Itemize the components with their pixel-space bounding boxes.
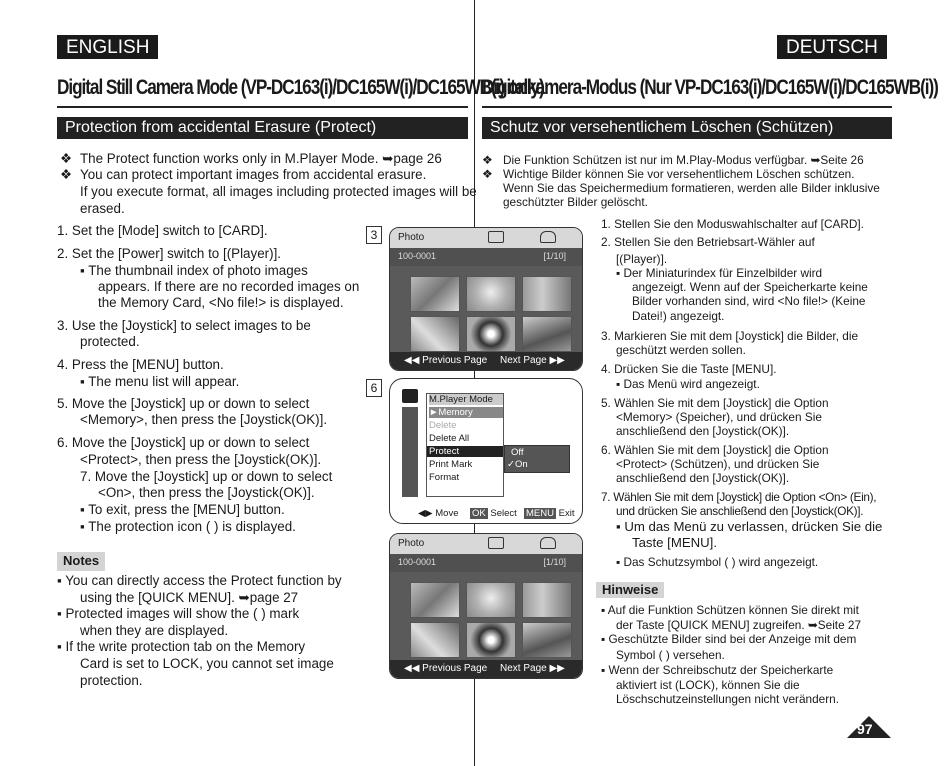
step-6-marker: 6 xyxy=(366,379,382,397)
de-step-4: 4. Drücken Sie die Taste [MENU]. xyxy=(601,362,777,376)
de-step-5: 5. Wählen Sie mit dem [Joystick] die Option xyxy=(601,396,829,410)
previous-page-button[interactable]: ◀◀ Previous Page xyxy=(404,663,488,674)
thumbnail-grid xyxy=(390,572,583,662)
menu-icon-strip xyxy=(402,407,418,497)
menu-item-print-mark[interactable]: Print Mark xyxy=(429,459,473,470)
submenu-on[interactable]: ✓On xyxy=(507,459,528,470)
de-step-5-c: anschließend den [Joystick(OK)]. xyxy=(616,424,790,438)
page-number: 97 xyxy=(857,721,873,737)
en-step-2: 2. Set the [Power] switch to [(Player)]. xyxy=(57,246,282,261)
de-bullet-1: Die Funktion Schützen ist nur im M.Play-Modus verfügbar. ➥Seite 26 xyxy=(503,153,864,167)
en-note-3-b: Card is set to LOCK, you cannot set image xyxy=(80,656,334,671)
en-step-7: 7. Move the [Joystick] up or down to select xyxy=(80,469,333,484)
diamond-icon: ❖ xyxy=(60,167,73,182)
move-hint: ◀▶ Move xyxy=(418,508,459,519)
deutsch-label: DEUTSCH xyxy=(777,35,887,59)
en-bullet-1: The Protect function works only in M.Player Mode. ➥page 26 xyxy=(80,151,442,166)
next-page-button[interactable]: Next Page ▶▶ xyxy=(500,663,565,674)
photo-label: Photo xyxy=(398,538,425,549)
en-step-5: 5. Move the [Joystick] up or down to select xyxy=(57,396,310,411)
image-count: [1/10] xyxy=(543,251,566,261)
photo-label: Photo xyxy=(398,232,425,243)
de-bullet-2b: Wenn Sie das Speichermedium formatieren, werden alle Bilder inklusive xyxy=(503,181,880,195)
thumbnail-image[interactable] xyxy=(466,582,516,618)
thumbnail-image[interactable] xyxy=(466,622,516,658)
image-count: [1/10] xyxy=(543,557,566,567)
de-step-3-b: geschützt werden sollen. xyxy=(616,343,746,357)
protect-submenu xyxy=(504,445,570,473)
menu-item-delete[interactable]: Delete xyxy=(429,420,457,431)
de-step-exit-b: Taste [MENU]. xyxy=(632,535,718,550)
card-icon xyxy=(540,231,556,243)
de-step-7: 7. Wählen Sie mit dem [Joystick] die Option <On> (Ein), xyxy=(601,490,877,504)
de-step-4-note: ▪ Das Menü wird angezeigt. xyxy=(616,377,760,391)
diamond-icon: ❖ xyxy=(482,153,493,167)
en-step-7-b: <On>, then press the [Joystick(OK)]. xyxy=(98,485,315,500)
thumbnail-screen-1 xyxy=(389,227,583,371)
screen-info-bar xyxy=(390,554,582,572)
thumbnail-image[interactable] xyxy=(522,582,572,618)
menu-list xyxy=(426,393,504,497)
thumbnail-image[interactable] xyxy=(522,622,572,658)
de-note-2-b: Symbol ( ) versehen. xyxy=(616,648,725,662)
en-note-3: ▪ If the write protection tab on the Memory xyxy=(57,639,306,654)
screen-header xyxy=(390,534,582,554)
screen-header xyxy=(390,228,582,248)
de-step-2-note-c: Bilder vorhanden sind, wird <No file!> (Keine xyxy=(632,294,866,308)
en-notes-label: Notes xyxy=(57,552,105,571)
exit-hint: MENU Exit xyxy=(526,508,575,519)
en-step-2-note-b: appears. If there are no recorded images on xyxy=(98,279,360,294)
screen-info-bar xyxy=(390,248,582,266)
camera-icon xyxy=(488,537,504,549)
de-note-2: ▪ Geschützte Bilder sind bei der Anzeige mit dem xyxy=(601,632,857,646)
camera-icon xyxy=(488,231,504,243)
en-step-2-note-c: the Memory Card, <No file!> is displayed. xyxy=(98,295,344,310)
thumbnail-image[interactable] xyxy=(522,316,572,352)
de-step-2: 2. Stellen Sie den Betriebsart-Wähler auf xyxy=(601,235,815,249)
thumbnail-image[interactable] xyxy=(466,316,516,352)
de-step-2-note-b: angezeigt. Wenn auf der Speicherkarte keine xyxy=(632,280,868,294)
de-step-exit: ▪ Um das Menü zu verlassen, drücken Sie die xyxy=(616,519,883,534)
diamond-icon: ❖ xyxy=(60,151,73,166)
de-note-3-b: aktiviert ist (LOCK), können Sie die xyxy=(616,678,800,692)
folder-number: 100-0001 xyxy=(398,557,437,567)
en-step-exit: ▪ To exit, press the [MENU] button. xyxy=(80,502,285,517)
menu-item-format[interactable]: Format xyxy=(429,472,460,483)
de-step-5-b: <Memory> (Speicher), und drücken Sie xyxy=(616,410,822,424)
thumbnail-image[interactable] xyxy=(466,276,516,312)
en-step-3-b: protected. xyxy=(80,334,140,349)
menu-item-delete-all[interactable]: Delete All xyxy=(429,433,470,444)
de-step-icon-note: ▪ Das Schutzsymbol ( ) wird angezeigt. xyxy=(616,555,819,569)
de-title: Digitalkamera-Modus (Nur VP-DC163(i)/DC165W(i)/DC165WB(i)) xyxy=(482,76,938,99)
thumbnail-image[interactable] xyxy=(410,582,460,618)
en-step-1: 1. Set the [Mode] switch to [CARD]. xyxy=(57,223,268,238)
card-icon xyxy=(540,537,556,549)
de-step-3: 3. Markieren Sie mit dem [Joystick] die Bilder, die xyxy=(601,329,859,343)
previous-page-button[interactable]: ◀◀ Previous Page xyxy=(404,355,488,366)
thumbnail-grid xyxy=(390,266,583,354)
de-step-6-c: anschließend den [Joystick(OK)]. xyxy=(616,471,790,485)
menu-item-memory[interactable]: ►Memory xyxy=(429,407,503,418)
en-step-4: 4. Press the [MENU] button. xyxy=(57,357,224,372)
de-note-3: ▪ Wenn der Schreibschutz der Speicherkarte xyxy=(601,663,834,677)
de-step-6: 6. Wählen Sie mit dem [Joystick] die Option xyxy=(601,443,829,457)
de-note-3-c: Löschschutzeinstellungen nicht verändern. xyxy=(616,692,839,706)
en-bullet-2c: erased. xyxy=(80,201,125,216)
de-step-2-b: [(Player)]. xyxy=(616,252,668,266)
en-step-3: 3. Use the [Joystick] to select images to be xyxy=(57,318,311,333)
en-step-4-note: ▪ The menu list will appear. xyxy=(80,374,240,389)
en-title-rule xyxy=(57,106,468,108)
de-step-7-b: und drücken Sie anschließend den [Joystick(OK)]. xyxy=(616,504,864,518)
en-note-1-b: using the [QUICK MENU]. ➥page 27 xyxy=(80,590,299,605)
en-note-1: ▪ You can directly access the Protect function by xyxy=(57,573,342,588)
en-title: Digital Still Camera Mode (VP-DC163(i)/DC165W(i)/DC165WB(i) only) xyxy=(57,76,544,99)
player-mode-icon xyxy=(402,389,418,403)
diamond-icon: ❖ xyxy=(482,167,493,181)
en-step-6-b: <Protect>, then press the [Joystick(OK)]. xyxy=(80,452,322,467)
thumbnail-image[interactable] xyxy=(410,276,460,312)
de-bullet-2c: geschützter Bilder gelöscht. xyxy=(503,195,648,209)
en-note-2-b: when they are displayed. xyxy=(80,623,229,638)
thumbnail-screen-2 xyxy=(389,533,583,679)
en-step-5-b: <Memory>, then press the [Joystick(OK)]. xyxy=(80,412,328,427)
menu-title: M.Player Mode xyxy=(429,394,503,405)
en-step-icon-note: ▪ The protection icon ( ) is displayed. xyxy=(80,519,296,534)
de-bullet-2: Wichtige Bilder können Sie vor versehentlichem Löschen schützen. xyxy=(503,167,855,181)
screen-footer xyxy=(390,660,582,678)
english-label: ENGLISH xyxy=(57,35,158,59)
thumbnail-image[interactable] xyxy=(410,622,460,658)
thumbnail-image[interactable] xyxy=(522,276,572,312)
de-step-6-b: <Protect> (Schützen), und drücken Sie xyxy=(616,457,820,471)
en-step-6: 6. Move the [Joystick] up or down to select xyxy=(57,435,310,450)
menu-item-protect[interactable]: Protect xyxy=(427,446,503,457)
de-note-1: ▪ Auf die Funktion Schützen können Sie direkt mit xyxy=(601,603,859,617)
next-page-button[interactable]: Next Page ▶▶ xyxy=(500,355,565,366)
en-bullet-2b: If you execute format, all images including protected images will be xyxy=(80,184,477,199)
select-hint: OK Select xyxy=(472,508,517,519)
de-title-rule xyxy=(482,106,892,108)
de-step-2-note-d: Datei!) angezeigt. xyxy=(632,309,725,323)
screen-footer xyxy=(390,352,582,370)
submenu-off[interactable]: Off xyxy=(511,447,524,458)
menu-screen xyxy=(389,378,583,524)
en-step-2-note: ▪ The thumbnail index of photo images xyxy=(80,263,308,278)
menu-footer xyxy=(390,505,583,523)
de-note-1-b: der Taste [QUICK MENU] zugreifen. ➥Seite 27 xyxy=(616,618,862,632)
en-note-2: ▪ Protected images will show the ( ) mark xyxy=(57,606,300,621)
de-section-header: Schutz vor versehentlichem Löschen (Schützen) xyxy=(482,117,892,139)
en-section-header: Protection from accidental Erasure (Protect) xyxy=(57,117,468,139)
de-step-2-note: ▪ Der Miniaturindex für Einzelbilder wird xyxy=(616,266,823,280)
en-note-3-c: protection. xyxy=(80,673,143,688)
en-bullet-2: You can protect important images from accidental erasure. xyxy=(80,167,427,182)
de-step-1: 1. Stellen Sie den Moduswahlschalter auf [CARD]. xyxy=(601,217,864,231)
step-3-marker: 3 xyxy=(366,226,382,244)
de-notes-label: Hinweise xyxy=(596,582,664,598)
thumbnail-image[interactable] xyxy=(410,316,460,352)
folder-number: 100-0001 xyxy=(398,251,437,261)
